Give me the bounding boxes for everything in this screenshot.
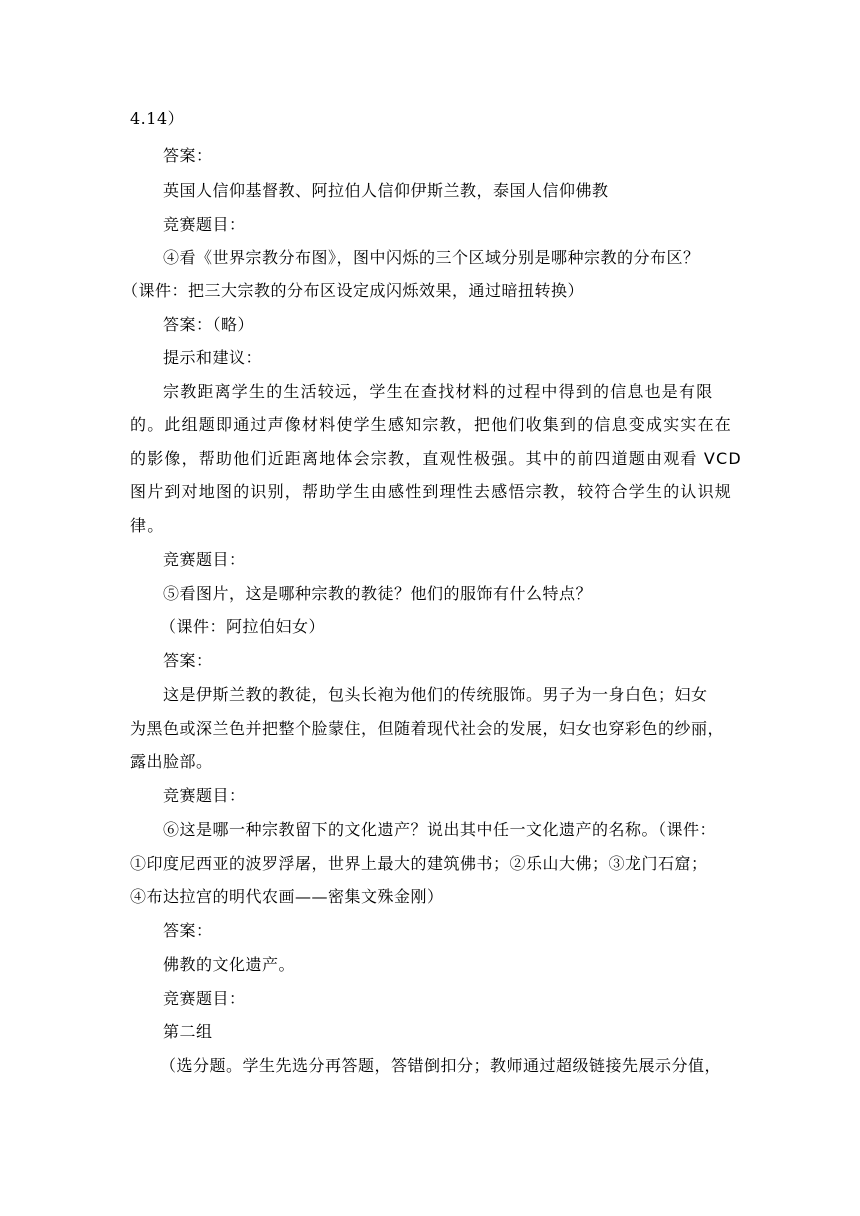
text-line: 答案：: [163, 146, 213, 165]
text-line: 答案：: [163, 921, 213, 940]
text-line: 露出脸部。: [130, 752, 213, 771]
text-line: （课件：阿拉伯妇女）: [160, 617, 326, 636]
text-line: 竞赛题目：: [163, 215, 246, 234]
text-line: 英国人信仰基督教、阿拉伯人信仰伊斯兰教，泰国人信仰佛教: [163, 181, 609, 200]
text-line: 第二组: [163, 1022, 213, 1041]
text-line: 4.14）: [130, 109, 185, 128]
text-line: 的影像，帮助他们近距离地体会宗教，直观性极强。其中的前四道题由观看 VCD: [130, 449, 742, 468]
text-line: ⑤看图片，这是哪种宗教的教徒？他们的服饰有什么特点？: [163, 584, 593, 603]
text-line: （课件：把三大宗教的分布区设定成闪烁效果，通过暗扭转换）: [122, 281, 585, 300]
text-line: 佛教的文化遗产。: [163, 955, 296, 974]
text-line: 提示和建议：: [163, 348, 263, 367]
text-line: 图片到对地图的识别，帮助学生由感性到理性去感悟宗教，较符合学生的认识规: [130, 482, 733, 501]
text-line: ④看《世界宗教分布图》，图中闪烁的三个区域分别是哪种宗教的分布区？: [163, 248, 700, 267]
text-line: 律。: [130, 516, 165, 535]
text-line: 竞赛题目：: [163, 550, 246, 569]
text-line: 答案：: [163, 651, 213, 670]
text-line: 宗教距离学生的生活较远，学生在查找材料的过程中得到的信息也是有限: [163, 382, 714, 401]
text-line: ①印度尼西亚的波罗浮屠，世界上最大的建筑佛书；②乐山大佛；③龙门石窟；: [130, 854, 708, 873]
text-line: ⑥这是哪一种宗教留下的文化遗产？说出其中任一文化遗产的名称。（课件：: [163, 820, 717, 839]
text-line: 这是伊斯兰教的教徒，包头长袍为他们的传统服饰。男子为一身白色；妇女: [163, 685, 708, 704]
text-line: 答案：（略）: [163, 315, 255, 334]
text-line: （选分题。学生先选分再答题，答错倒扣分；教师通过超级链接先展示分值，: [160, 1056, 722, 1075]
text-line: 竞赛题目：: [163, 989, 246, 1008]
text-line: ④布达拉宫的明代农画——密集文殊金刚）: [130, 887, 444, 906]
text-line: 为黑色或深兰色并把整个脸蒙住，但随着现代社会的发展，妇女也穿彩色的纱丽，: [130, 719, 725, 738]
text-line: 竞赛题目：: [163, 786, 246, 805]
text-line: 的。此组题即通过声像材料使学生感知宗教，把他们收集到的信息变成实实在在: [130, 415, 733, 434]
